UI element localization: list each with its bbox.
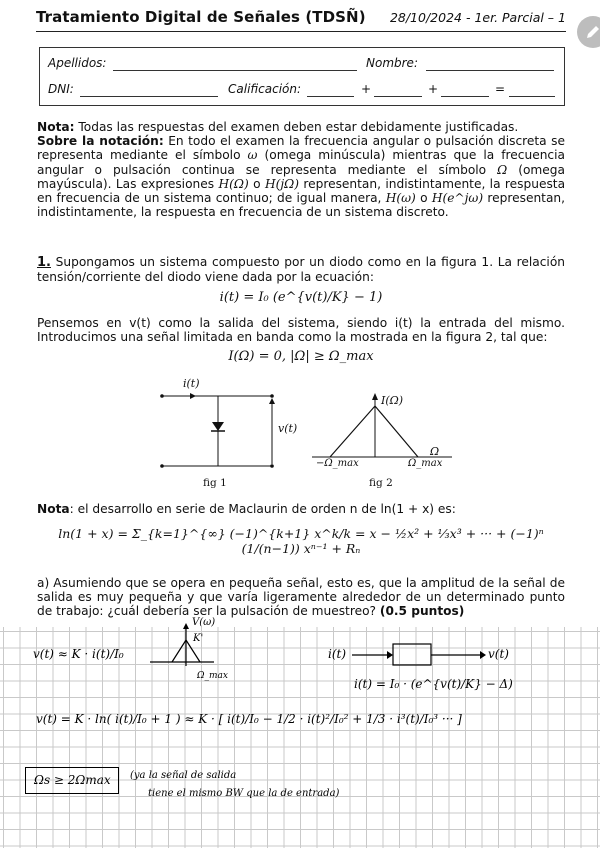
diode-equation: i(t) = I₀ (e^{v(t)/K} − 1) — [219, 290, 383, 305]
expr-h-j-omega-big: H(jΩ) — [264, 176, 299, 191]
nota-text: Todas las respuestas del examen deben estar debidamente justificadas. — [78, 120, 519, 134]
hw-note-line-2: tiene el mismo BW que la de entrada) — [148, 788, 340, 799]
plus-sign: + — [361, 82, 372, 96]
equals-sign: = — [495, 82, 506, 96]
terminal-dot — [270, 464, 274, 468]
fig2-caption: fig 2 — [369, 477, 393, 489]
notacion-text-5: representan, indistintamente, la respuesta en frecuencia de un sistema discreto. — [37, 191, 566, 220]
notacion-label: Sobre la notación: — [37, 134, 164, 149]
hw-log-expansion: v(t) = K · ln( i(t)/I₀ + 1 ) ≈ K · [ i(t)/I₀ − 1/2 · i(t)²/I₀² + 1/3 · i³(t)/I₀³ ··· ] — [36, 712, 462, 726]
fig2-x-label: Ω — [430, 445, 440, 458]
hw-answer-box — [25, 767, 119, 794]
bandlimit-equation: I(Ω) = 0, |Ω| ≥ Ω_max — [228, 349, 374, 364]
exam-title: Tratamiento Digital de Señales (TDSÑ) — [36, 8, 366, 26]
nombre-field[interactable] — [426, 70, 554, 71]
fig2-y-label: I(Ω) — [381, 394, 404, 407]
fig1-voltage-label: v(t) — [278, 422, 298, 435]
question-1-text-1: Supongamos un sistema compuesto por un diodo como en la figura 1. La relación tensión/corriente del diodo viene dada por la ecuación: — [37, 255, 565, 285]
maclaurin-text: : el desarrollo en serie de Maclaurin de orden n de ln(1 + x) es: — [69, 502, 456, 516]
hw-block-input: i(t) — [328, 647, 347, 661]
fig1-caption: fig 1 — [203, 477, 227, 489]
student-info-box — [39, 47, 565, 106]
nota-label: Nota: — [37, 120, 75, 134]
expr-h-omega-small: H(ω) — [385, 191, 416, 206]
hw-spectrum-k: K' — [193, 633, 204, 644]
question-number: 1. — [37, 255, 51, 270]
notacion-text-4: representan, indistintamente, la respuesta en frecuencia de un sistema continuo; de igual manera, — [37, 176, 566, 206]
part-a — [37, 576, 565, 619]
part-a-points: (0.5 puntos) — [379, 604, 465, 619]
o-connector: o — [420, 191, 428, 206]
grade-total-field[interactable] — [509, 96, 555, 97]
grade-field-2[interactable] — [374, 96, 422, 97]
hw-spectrum-bottom: Ω_max — [197, 671, 228, 681]
hw-block-diagram — [352, 642, 492, 668]
hw-arrow-icon — [387, 651, 393, 659]
annotate-pen-button[interactable] — [577, 16, 600, 48]
hw-arrow-icon — [183, 623, 189, 629]
hw-system-box — [393, 644, 431, 665]
maclaurin-equation: ln(1 + x) = Σ_{k=1}^{∞} (−1)^{k+1} x^k/k = x − ½x² + ⅓x³ + ··· + (−1)ⁿ (1/(n−1)) xⁿ⁻¹ + Rₙ — [58, 526, 544, 556]
pencil-icon — [585, 24, 600, 40]
terminal-dot — [270, 394, 274, 398]
expr-h-e-j-omega: H(e^jω) — [431, 191, 484, 206]
apellidos-field[interactable] — [113, 70, 357, 71]
intro-notes — [37, 120, 565, 219]
dni-label: DNI: — [48, 82, 74, 96]
calificacion-label: Calificación: — [228, 82, 302, 96]
voltage-arrow-icon — [269, 398, 275, 404]
notacion-paragraph — [37, 134, 565, 219]
dni-field[interactable] — [80, 96, 218, 97]
exam-date-line: 28/10/2024 - 1er. Parcial – 1 — [389, 10, 566, 25]
header-rule — [36, 31, 566, 32]
grade-field-1[interactable] — [307, 96, 354, 97]
expr-h-omega-big: H(Ω) — [218, 176, 249, 191]
o-connector: o — [253, 176, 261, 191]
hw-block-output: v(t) — [488, 647, 509, 661]
fig2-triangle — [330, 406, 418, 457]
hw-spectrum-top: V(ω) — [192, 617, 216, 628]
grade-field-3[interactable] — [441, 96, 489, 97]
hw-diode-equation: i(t) = I₀ · (e^{v(t)/K} − Δ) — [354, 677, 513, 691]
page-header — [36, 8, 566, 30]
plus-sign: + — [428, 82, 439, 96]
hw-arrow-icon — [480, 651, 486, 659]
fig2-left-tick: −Ω_max — [316, 458, 359, 469]
apellidos-label: Apellidos: — [48, 56, 107, 70]
hw-linear-approx: v(t) ≈ K · i(t)/I₀ — [33, 647, 124, 661]
question-1-intro — [37, 255, 565, 284]
notacion-text-1: En todo el examen la frecuencia angular o pulsación discreta se representa mediante el símbolo — [37, 134, 565, 163]
omega-small-symbol: ω — [247, 148, 258, 163]
fig2-right-tick: Ω_max — [408, 458, 443, 469]
terminal-dot — [160, 464, 164, 468]
notacion-text-3: (omega mayúscula). Las expresiones — [37, 162, 565, 191]
maclaurin-label: Nota — [37, 502, 70, 516]
omega-big-symbol: Ω — [497, 162, 508, 177]
question-1-text-2: Pensemos en v(t) como la salida del sistema, siendo i(t) la entrada del mismo. Introducimos una señal limitada en banda como la mostrada en la figura 2, tal que: — [37, 316, 565, 345]
part-a-text: a) Asumiendo que se opera en pequeña señal, esto es, que la amplitud de la señal de salida es muy pequeña y que varía ligeramente alrededor de un determinado punto de trabajo: ¿cuál debería ser la pulsación de muestreo? — [37, 576, 565, 619]
diode-icon — [212, 422, 224, 431]
nombre-label: Nombre: — [366, 56, 418, 70]
hw-sampling-answer: Ωs ≥ 2Ωmax — [34, 773, 111, 787]
notacion-text-2: (omega minúscula) mientras que la frecuencia angular o pulsación continua se representa mediante el símbolo — [37, 148, 565, 177]
current-arrow-icon — [190, 393, 196, 399]
hw-note-line-1: (ya la señal de salida — [130, 770, 237, 781]
fig2-y-arrow-icon — [372, 393, 378, 400]
nota-paragraph — [37, 120, 565, 134]
maclaurin-note — [37, 502, 565, 516]
fig1-current-label: i(t) — [183, 377, 200, 390]
terminal-dot — [160, 394, 164, 398]
